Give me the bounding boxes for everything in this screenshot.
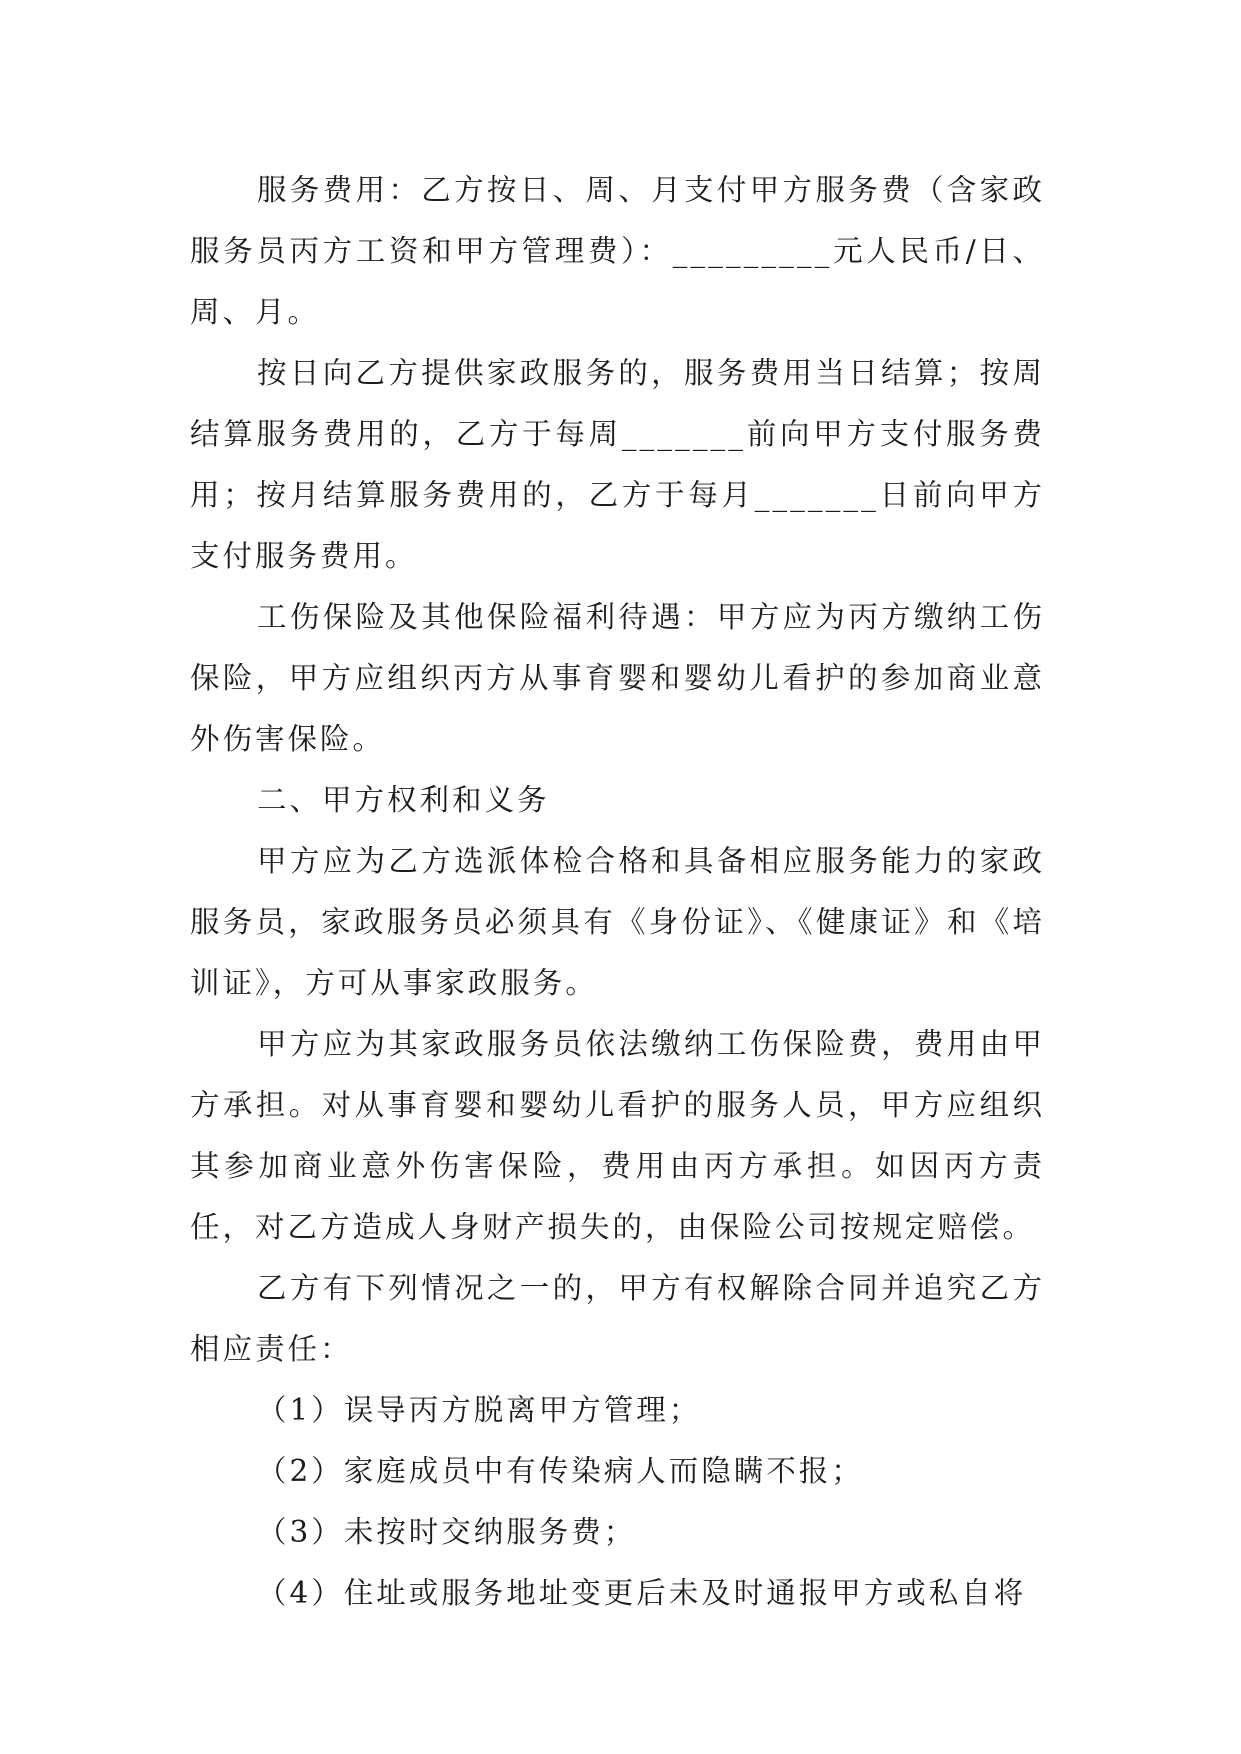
paragraph-insurance: 工伤保险及其他保险福利待遇：甲方应为丙方缴纳工伤保险，甲方应组织丙方从事育婴和婴幼儿看护的参加商业意外伤害保险。 (190, 600, 1045, 756)
list-item-2: （2）家庭成员中有传染病人而隐瞒不报； (257, 1454, 864, 1488)
document-body (190, 160, 1045, 1624)
paragraph-termination-conditions: 乙方有下列情况之一的，甲方有权解除合同并追究乙方相应责任： (190, 1271, 1045, 1366)
list-item-1: （1）误导丙方脱离甲方管理； (257, 1393, 702, 1427)
paragraph-service-fee: 服务费用：乙方按日、周、月支付甲方服务费（含家政服务员丙方工资和甲方管理费）：_________元人民币/日、周、月。 (190, 173, 1045, 329)
paragraph-injury-insurance: 甲方应为其家政服务员依法缴纳工伤保险费，费用由甲方承担。对从事育婴和婴幼儿看护的服务人员，甲方应组织其参加商业意外伤害保险，费用由丙方承担。如因丙方责任，对乙方造成人身财产损失的，由保险公司按规定赔偿。 (190, 1027, 1045, 1244)
list-item-3: （3）未按时交纳服务费； (257, 1515, 637, 1549)
paragraph-settlement: 按日向乙方提供家政服务的，服务费用当日结算；按周结算服务费用的，乙方于每周_______前向甲方支付服务费用；按月结算服务费用的，乙方于每月_______日前向甲方支付服务费用。 (190, 356, 1045, 573)
section-heading-party-a-rights: 二、甲方权利和义务 (257, 783, 550, 817)
list-item-4: （4）住址或服务地址变更后未及时通报甲方或私自将 (257, 1576, 1027, 1610)
paragraph-assign-staff: 甲方应为乙方选派体检合格和具备相应服务能力的家政服务员，家政服务员必须具有《身份证》、《健康证》和《培训证》，方可从事家政服务。 (190, 844, 1045, 1000)
